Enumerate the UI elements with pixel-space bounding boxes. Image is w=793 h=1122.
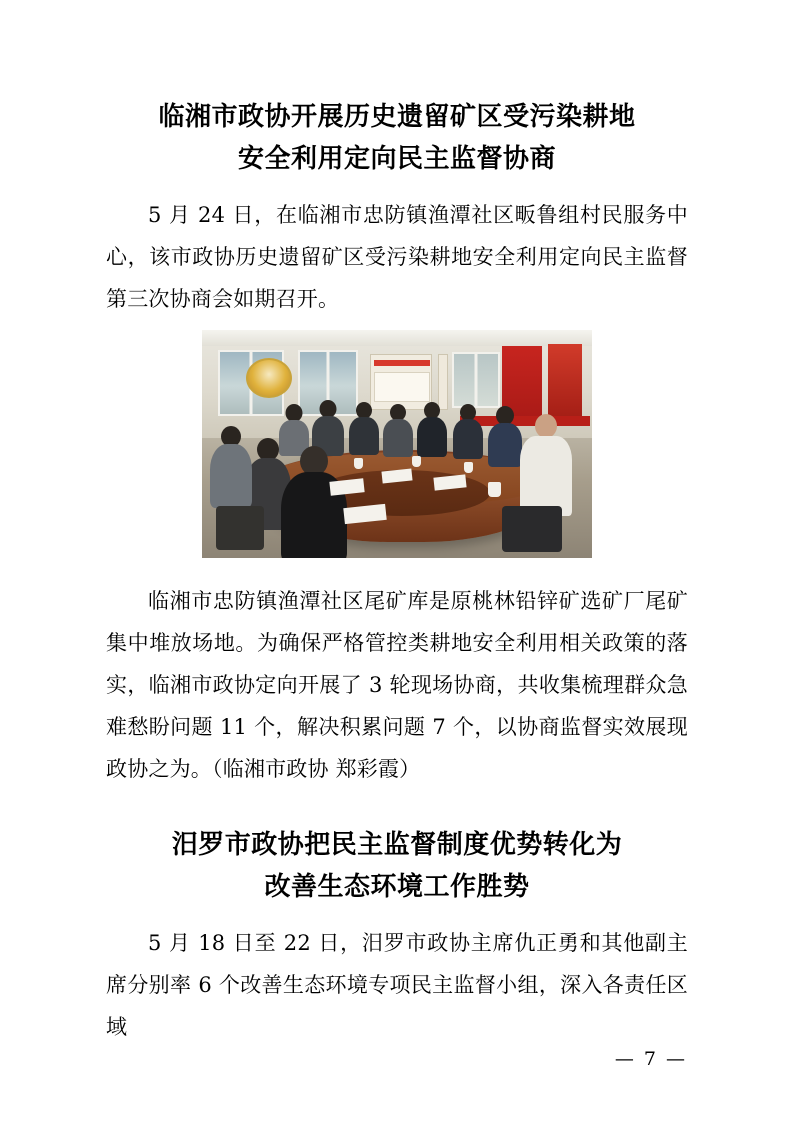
photo-person xyxy=(350,402,378,454)
photo-chair xyxy=(216,506,264,550)
photo-cup xyxy=(464,462,473,473)
photo-cup xyxy=(412,456,421,467)
photo-person xyxy=(384,404,412,456)
page-number: — 7 — xyxy=(614,1048,687,1070)
article1-paragraph-2: 临湘市忠防镇渔潭社区尾矿库是原桃林铅锌矿选矿厂尾矿集中堆放场地。为确保严格管控类耕地安全利用相关政策的落实，临湘市政协定向开展了 3 轮现场协商，共收集梳理群众急难愁盼问题 11 个，解决积累问题 7 个，以协商监督实效展现政协之为。（临湘市政协 郑彩霞） xyxy=(106,589,688,781)
article1-figure xyxy=(106,330,688,558)
article1-title xyxy=(106,96,688,180)
photo-person xyxy=(454,404,482,458)
article2-title xyxy=(106,824,688,908)
article1-title-line1: 临湘市政协开展历史遗留矿区受污染耕地 xyxy=(158,102,636,132)
photo-person-head xyxy=(535,414,557,438)
spacer xyxy=(106,790,688,824)
photo-person-body xyxy=(520,436,572,516)
photo-emblem xyxy=(246,358,292,398)
photo-person-body xyxy=(210,444,252,508)
spacer xyxy=(106,180,688,194)
photo-person-body xyxy=(383,419,413,457)
photo-person-body xyxy=(417,417,447,457)
photo-poster-header xyxy=(374,360,430,366)
spacer xyxy=(106,908,688,922)
article1-title-line2: 安全利用定向民主监督协商 xyxy=(237,144,556,174)
photo-chair xyxy=(502,506,562,552)
photo-person-body xyxy=(453,419,483,459)
photo-ceiling xyxy=(202,330,592,346)
photo-person xyxy=(286,446,342,558)
article2-title-line1: 汨罗市政协把民主监督制度优势转化为 xyxy=(171,830,623,860)
photo-cup xyxy=(488,482,501,497)
photo-person-body xyxy=(349,417,379,455)
page-content xyxy=(106,96,688,1048)
article2-paragraph-1: 5 月 18 日至 22 日，汨罗市政协主席仇正勇和其他副主席分别率 6 个改善生态环境专项民主监督小组，深入各责任区域 xyxy=(106,931,688,1039)
photo-poster-body xyxy=(374,372,430,402)
photo-person-body xyxy=(488,423,522,467)
photo-person xyxy=(524,414,568,514)
photo-window-right xyxy=(452,352,500,408)
article2-title-line2: 改善生态环境工作胜势 xyxy=(264,872,530,902)
meeting-photo xyxy=(202,330,592,558)
photo-cup xyxy=(354,458,363,469)
photo-person xyxy=(212,426,250,506)
photo-person xyxy=(490,406,520,464)
photo-person xyxy=(418,402,446,456)
spacer xyxy=(106,558,688,580)
article1-paragraph-1: 5 月 24 日，在临湘市忠防镇渔潭社区畈鲁组村民服务中心，该市政协历史遗留矿区受污染耕地安全利用定向民主监督第三次协商会如期召开。 xyxy=(106,203,688,311)
